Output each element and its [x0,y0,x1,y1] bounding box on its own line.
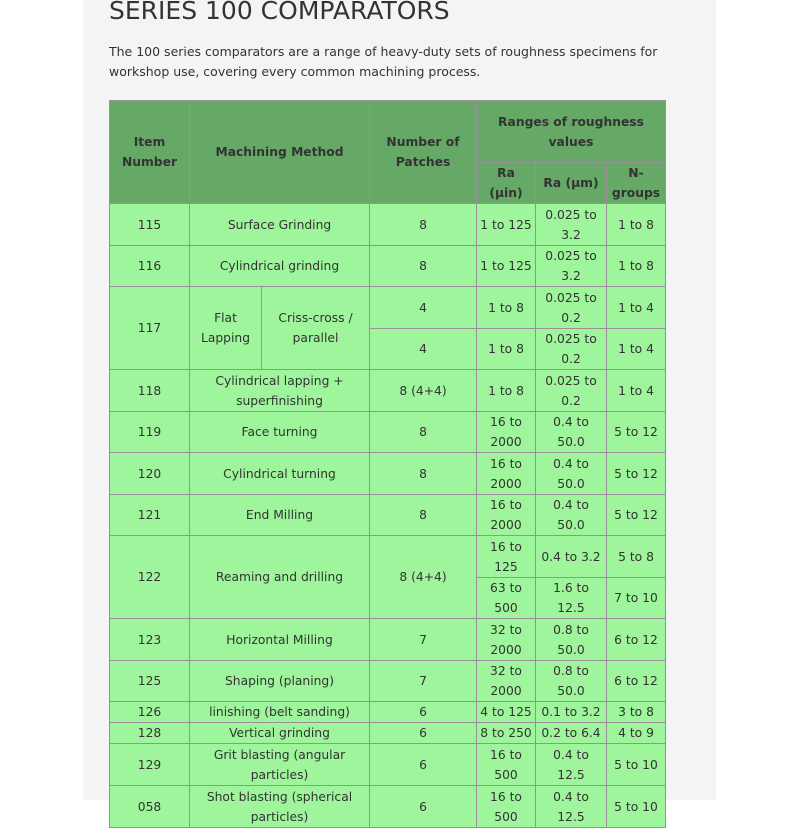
ra-uin-cell: 32 to 2000 [477,619,536,661]
comparators-table [109,100,666,828]
patches-cell: 6 [370,702,477,723]
ra-uin-cell: 32 to 2000 [477,661,536,702]
ra-uin-cell: 1 to 8 [477,287,536,329]
machining-method-cell: Shaping (planing) [190,661,370,702]
ra-uin-cell: 16 to 500 [477,744,536,786]
item-number-cell: 118 [110,370,190,412]
item-number-cell: 123 [110,619,190,661]
item-number-cell: 128 [110,723,190,744]
item-number-cell: 120 [110,453,190,495]
patches-cell: 6 [370,723,477,744]
ra-um-cell: 0.4 to 12.5 [536,744,607,786]
table-row [110,495,666,536]
table-row [110,287,666,329]
ra-uin-cell: 1 to 8 [477,329,536,370]
table-row [110,204,666,246]
machining-method-cell: Shot blasting (spherical particles) [190,786,370,828]
machining-method-cell: Face turning [190,412,370,453]
item-number-cell: 116 [110,246,190,287]
table-row [110,536,666,578]
n-groups-cell: 1 to 8 [607,246,666,287]
patches-cell: 8 [370,204,477,246]
ra-uin-cell: 16 to 125 [477,536,536,578]
ra-um-cell: 0.8 to 50.0 [536,619,607,661]
n-groups-cell: 1 to 4 [607,329,666,370]
patches-cell: 4 [370,329,477,370]
ra-um-cell: 0.025 to 3.2 [536,246,607,287]
n-groups-cell: 6 to 12 [607,619,666,661]
machining-method-cell: Grit blasting (angular particles) [190,744,370,786]
table-row [110,786,666,828]
header-ra-uin: Ra (µin) [477,163,536,204]
ra-um-cell: 0.025 to 0.2 [536,329,607,370]
item-number-cell: 126 [110,702,190,723]
machining-submethod-cell: Criss-cross / parallel [262,287,370,370]
ra-um-cell: 0.4 to 3.2 [536,536,607,578]
table-row [110,370,666,412]
machining-method-cell: Horizontal Milling [190,619,370,661]
patches-cell: 7 [370,661,477,702]
machining-method-cell: Flat Lapping [190,287,262,370]
machining-method-cell: Cylindrical lapping + superfinishing [190,370,370,412]
patches-cell: 8 [370,246,477,287]
item-number-cell: 121 [110,495,190,536]
ra-um-cell: 0.025 to 0.2 [536,370,607,412]
ra-uin-cell: 1 to 125 [477,204,536,246]
table-row [110,702,666,723]
n-groups-cell: 4 to 9 [607,723,666,744]
machining-method-cell: End Milling [190,495,370,536]
table-row [110,619,666,661]
n-groups-cell: 5 to 10 [607,786,666,828]
ra-uin-cell: 16 to 2000 [477,453,536,495]
n-groups-cell: 6 to 12 [607,661,666,702]
item-number-cell: 117 [110,287,190,370]
ra-um-cell: 0.2 to 6.4 [536,723,607,744]
machining-method-cell: Cylindrical turning [190,453,370,495]
machining-method-cell: linishing (belt sanding) [190,702,370,723]
patches-cell: 4 [370,287,477,329]
ra-uin-cell: 1 to 8 [477,370,536,412]
table-row [110,246,666,287]
header-item-number: Item Number [110,101,190,204]
header-number-of-patches: Number of Patches [370,101,477,204]
machining-method-cell: Vertical grinding [190,723,370,744]
ra-um-cell: 0.025 to 0.2 [536,287,607,329]
table-row [110,453,666,495]
n-groups-cell: 1 to 8 [607,204,666,246]
item-number-cell: 129 [110,744,190,786]
n-groups-cell: 5 to 12 [607,453,666,495]
ra-um-cell: 0.4 to 12.5 [536,786,607,828]
item-number-cell: 119 [110,412,190,453]
ra-uin-cell: 4 to 125 [477,702,536,723]
n-groups-cell: 5 to 12 [607,495,666,536]
table-row [110,723,666,744]
ra-um-cell: 1.6 to 12.5 [536,578,607,619]
patches-cell: 6 [370,744,477,786]
patches-cell: 8 [370,495,477,536]
n-groups-cell: 5 to 8 [607,536,666,578]
header-ranges-of-roughness: Ranges of roughness values [477,101,666,163]
patches-cell: 8 (4+4) [370,536,477,619]
table-row [110,412,666,453]
ra-uin-cell: 16 to 500 [477,786,536,828]
ra-uin-cell: 8 to 250 [477,723,536,744]
ra-um-cell: 0.025 to 3.2 [536,204,607,246]
patches-cell: 8 (4+4) [370,370,477,412]
patches-cell: 8 [370,412,477,453]
machining-method-cell: Reaming and drilling [190,536,370,619]
item-number-cell: 058 [110,786,190,828]
ra-um-cell: 0.1 to 3.2 [536,702,607,723]
patches-cell: 8 [370,453,477,495]
ra-uin-cell: 16 to 2000 [477,495,536,536]
ra-um-cell: 0.4 to 50.0 [536,412,607,453]
n-groups-cell: 1 to 4 [607,287,666,329]
ra-um-cell: 0.4 to 50.0 [536,453,607,495]
ra-uin-cell: 63 to 500 [477,578,536,619]
n-groups-cell: 1 to 4 [607,370,666,412]
table-row [110,661,666,702]
header-n-groups: N-groups [607,163,666,204]
item-number-cell: 125 [110,661,190,702]
patches-cell: 7 [370,619,477,661]
n-groups-cell: 7 to 10 [607,578,666,619]
header-ra-um: Ra (µm) [536,163,607,204]
item-number-cell: 122 [110,536,190,619]
machining-method-cell: Surface Grinding [190,204,370,246]
item-number-cell: 115 [110,204,190,246]
n-groups-cell: 5 to 10 [607,744,666,786]
n-groups-cell: 5 to 12 [607,412,666,453]
n-groups-cell: 3 to 8 [607,702,666,723]
ra-uin-cell: 16 to 2000 [477,412,536,453]
intro-paragraph: The 100 series comparators are a range of heavy-duty sets of roughness specimens for workshop use, covering every common machining process. [109,44,658,79]
machining-method-cell: Cylindrical grinding [190,246,370,287]
ra-um-cell: 0.4 to 50.0 [536,495,607,536]
ra-um-cell: 0.8 to 50.0 [536,661,607,702]
header-machining-method: Machining Method [190,101,370,204]
page-title: SERIES 100 COMPARATORS [109,0,450,25]
patches-cell: 6 [370,786,477,828]
ra-uin-cell: 1 to 125 [477,246,536,287]
table-row [110,744,666,786]
